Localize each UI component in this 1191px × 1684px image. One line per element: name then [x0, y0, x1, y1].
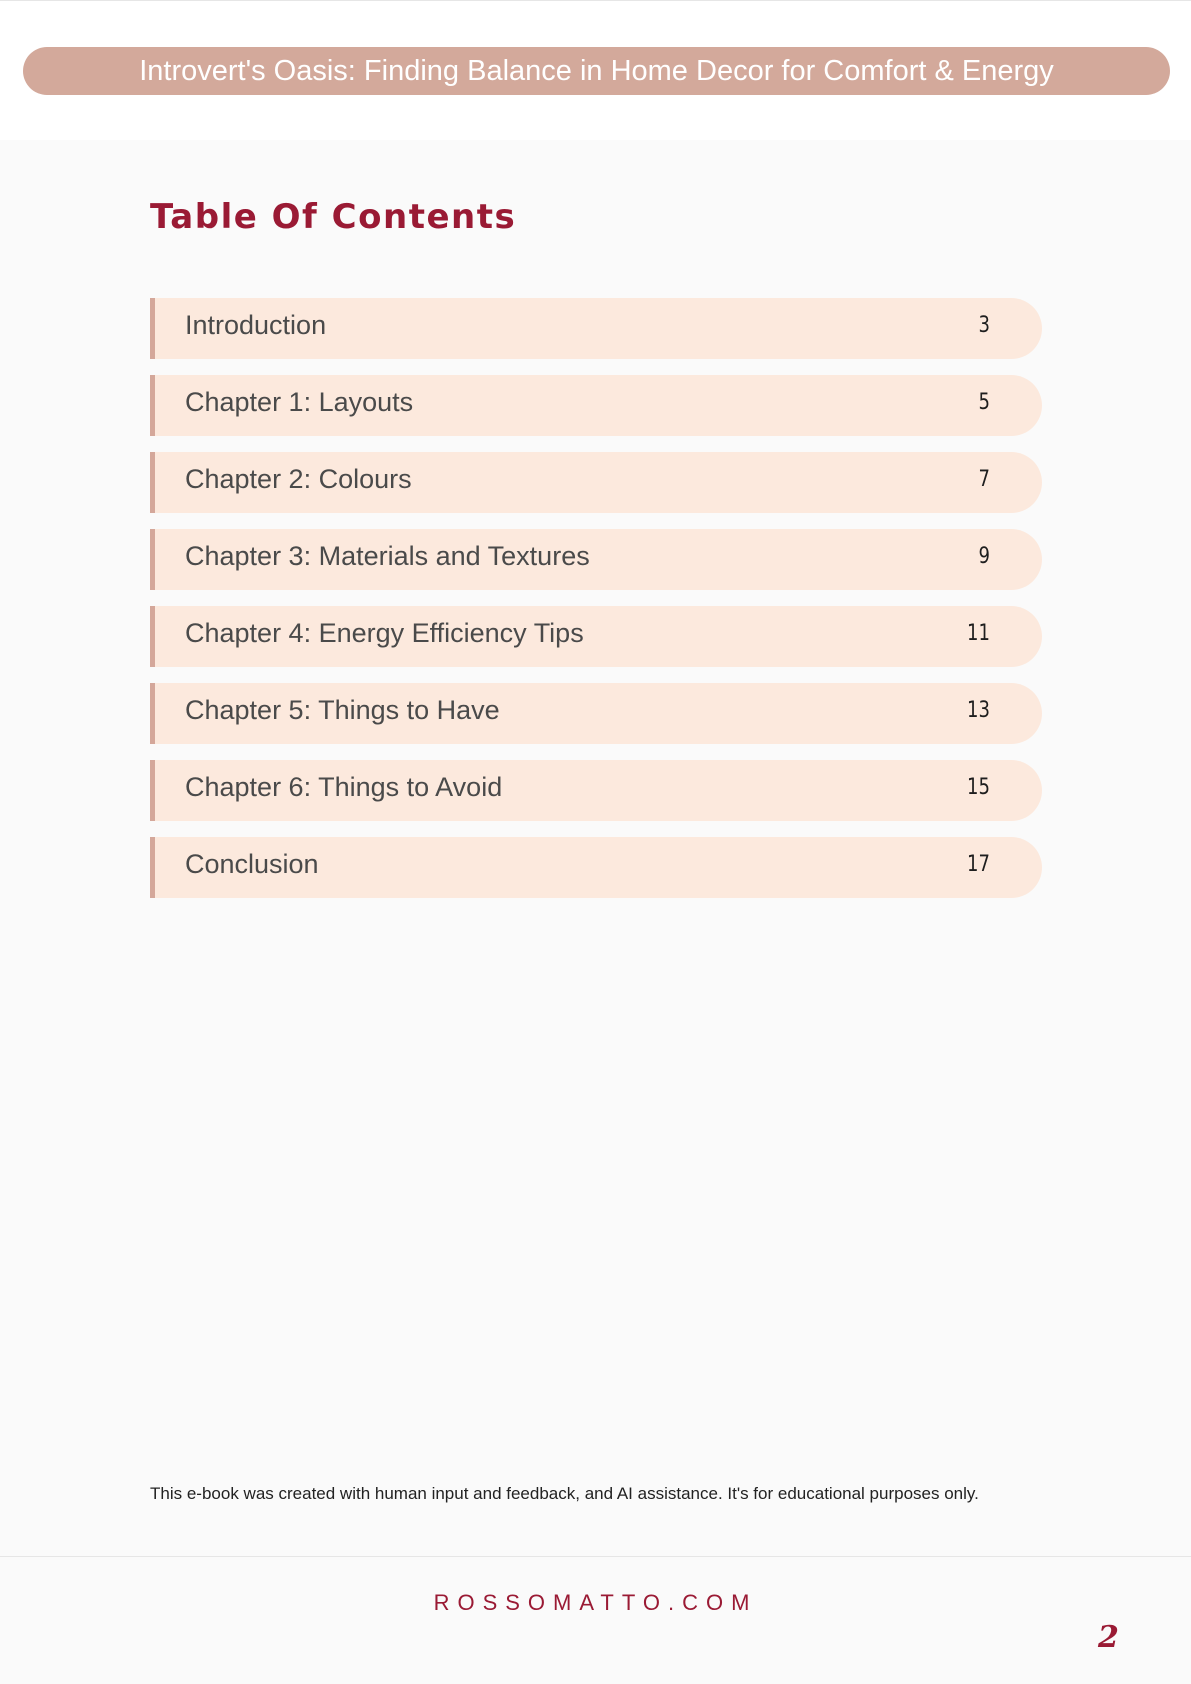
- page-number: 2: [1098, 1620, 1119, 1655]
- toc-item-label: Chapter 1: Layouts: [185, 387, 414, 417]
- toc-heading: Table Of Contents: [150, 197, 517, 237]
- toc-item-page: 15: [967, 775, 990, 800]
- toc-item-label: Introduction: [185, 310, 327, 340]
- toc-item-page: 17: [967, 852, 990, 877]
- book-title-banner: Introvert's Oasis: Finding Balance in Home Decor for Comfort & Energy: [23, 47, 1170, 95]
- ai-disclaimer: This e-book was created with human input and feedback, and AI assistance. It's for educational purposes only.: [150, 1484, 979, 1503]
- toc-item-page: 13: [967, 698, 990, 723]
- toc-item-label: Chapter 5: Things to Have: [185, 695, 500, 725]
- footer-divider: [0, 1556, 1191, 1557]
- toc-item-chapter-6[interactable]: [150, 760, 1042, 821]
- toc-item-chapter-2[interactable]: [150, 452, 1042, 513]
- toc-item-chapter-1[interactable]: [150, 375, 1042, 436]
- toc-item-chapter-5[interactable]: [150, 683, 1042, 744]
- header-band: [0, 0, 1191, 140]
- toc-item-label: Conclusion: [185, 849, 319, 879]
- toc-item-page: 7: [978, 467, 990, 492]
- toc-item-page: 5: [978, 390, 990, 415]
- toc-item-page: 11: [967, 621, 990, 646]
- toc-list: [150, 298, 1042, 914]
- toc-item-label: Chapter 4: Energy Efficiency Tips: [185, 618, 584, 648]
- toc-item-chapter-3[interactable]: [150, 529, 1042, 590]
- toc-item-conclusion[interactable]: [150, 837, 1042, 898]
- brand-link[interactable]: ROSSOMATTO.COM: [433, 1590, 758, 1615]
- toc-item-label: Chapter 2: Colours: [185, 464, 412, 494]
- toc-item-label: Chapter 3: Materials and Textures: [185, 541, 590, 571]
- toc-item-page: 3: [978, 313, 990, 338]
- toc-item-label: Chapter 6: Things to Avoid: [185, 772, 503, 802]
- toc-item-chapter-4[interactable]: [150, 606, 1042, 667]
- toc-item-introduction[interactable]: [150, 298, 1042, 359]
- toc-item-page: 9: [978, 544, 990, 569]
